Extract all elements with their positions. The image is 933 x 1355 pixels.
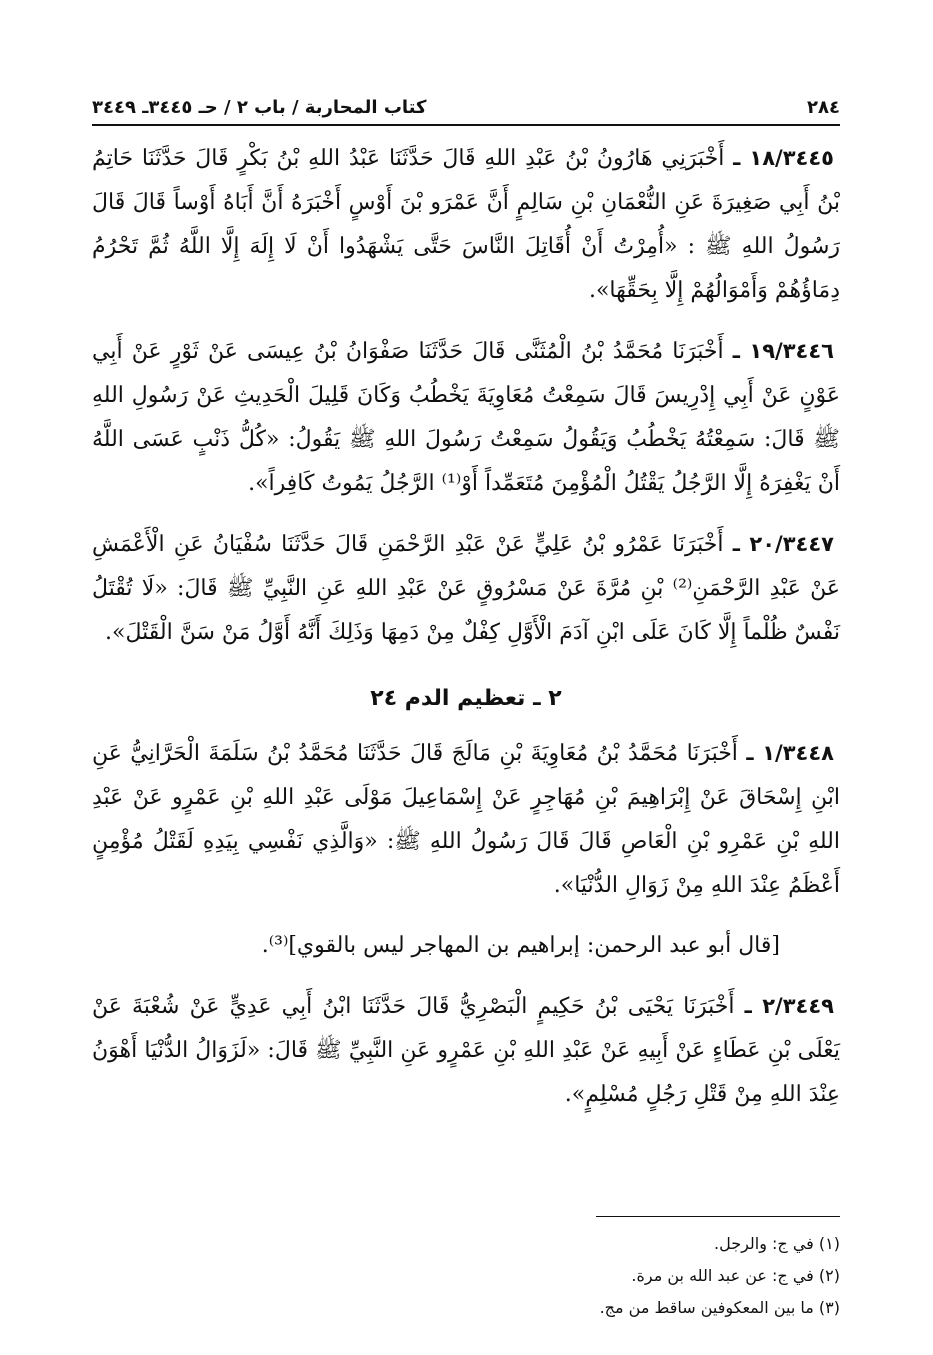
page-number: ٢٨٤: [807, 97, 840, 118]
running-title: كتاب المحاربة / باب ٢ / حـ ٣٤٤٥ـ ٣٤٤٩: [92, 97, 427, 118]
hadith-text: أَخْبَرَنَا عَمْرُو بْنُ عَلِيٍّ عَنْ عَبْدِ الرَّحْمَنِ قَالَ حَدَّثَنَا سُفْيَانُ عَنِ الْأَعْمَشِ عَنْ عَبْدِ الرَّحْمَنِ⁽²⁾ بْنِ مُرَّةَ عَنْ مَسْرُوقٍ عَنْ عَبْدِ اللهِ عَنِ النَّبِيِّ ﷺ قَالَ: «لَا تُقْتَلُ نَفْسٌ ظُلْماً إِلَّا كَانَ عَلَى ابْنِ آدَمَ الْأَوَّلِ كِفْلٌ مِنْ دَمِهَا وَذَلِكَ أَنَّهُ أَوَّلُ مَنْ سَنَّ الْقَتْلَ».: [92, 532, 840, 645]
hadith-3448: [92, 731, 840, 908]
hadith-number: ١٩/٣٤٤٦ ـ: [732, 339, 834, 363]
editor-note: [قال أبو عبد الرحمن: إبراهيم بن المهاجر ليس بالقوي]⁽³⁾.: [261, 933, 780, 958]
section-heading: ٢ ـ تعظيم الدم ٢٤: [370, 686, 562, 711]
footnote-3: (٣) ما بين المعكوفين ساقط من مج.: [599, 1298, 840, 1317]
hadith-3446: [92, 329, 840, 506]
hadith-text: أَخْبَرَنَا مُحَمَّدُ بْنُ الْمُثَنَّى قَالَ حَدَّثَنَا صَفْوَانُ بْنُ عِيسَى عَنْ ثَوْرٍ عَنْ أَبِي عَوْنٍ عَنْ أَبِي إِدْرِيسَ قَالَ سَمِعْتُ مُعَاوِيَةَ يَخْطُبُ وَكَانَ قَلِيلَ الْحَدِيثِ عَنْ رَسُولِ اللهِ ﷺ قَالَ: سَمِعْتُهُ يَخْطُبُ وَيَقُولُ سَمِعْتُ رَسُولَ اللهِ ﷺ يَقُولُ: «كُلُّ ذَنْبٍ عَسَى اللَّهُ أَنْ يَغْفِرَهُ إِلَّا الرَّجُلُ يَقْتُلُ الْمُؤْمِنَ مُتَعَمِّداً أَوْ⁽¹⁾ الرَّجُلُ يَمُوتُ كَافِراً».: [92, 339, 840, 496]
footnote-divider: [596, 1216, 840, 1217]
footnote-2: (٢) في ج: عن عبد الله بن مرة.: [631, 1266, 840, 1285]
hadith-text: أَخْبَرَنِي هَارُونُ بْنُ عَبْدِ اللهِ قَالَ حَدَّثَنَا عَبْدُ اللهِ بْنُ بَكْرٍ قَالَ حَدَّثَنَا حَاتِمُ بْنُ أَبِي صَغِيرَةَ عَنِ النُّعْمَانِ بْنِ سَالِمٍ أَنَّ عَمْرَو بْنَ أَوْسٍ أَخْبَرَهُ أَنَّ أَبَاهُ أَوْساً قَالَ قَالَ رَسُولُ اللهِ ﷺ : «أُمِرْتُ أَنْ أُقَاتِلَ النَّاسَ حَتَّى يَشْهَدُوا أَنْ لَا إِلَهَ إِلَّا اللَّهُ ثُمَّ تَحْرُمُ دِمَاؤُهُمْ وَأَمْوَالُهُمْ إِلَّا بِحَقِّهَا».: [92, 146, 840, 303]
running-header: [92, 88, 840, 118]
hadith-text: أَخْبَرَنَا يَحْيَى بْنُ حَكِيمٍ الْبَصْرِيُّ قَالَ حَدَّثَنَا ابْنُ أَبِي عَدِيٍّ عَنْ شُعْبَةَ عَنْ يَعْلَى بْنِ عَطَاءٍ عَنْ أَبِيهِ عَنْ عَبْدِ اللهِ بْنِ عَمْرٍو عَنِ النَّبِيِّ ﷺ قَالَ: «لَزَوَالُ الدُّنْيَا أَهْوَنُ عِنْدَ اللهِ مِنْ قَتْلِ رَجُلٍ مُسْلِمٍ».: [92, 994, 840, 1107]
hadith-number: ٢٠/٣٤٤٧ ـ: [732, 532, 834, 556]
hadith-text: أَخْبَرَنَا مُحَمَّدُ بْنُ مُعَاوِيَةَ بْنِ مَالَجَ قَالَ حَدَّثَنَا مُحَمَّدُ بْنُ سَلَمَةَ الْحَرَّانِيُّ عَنِ ابْنِ إِسْحَاقَ عَنْ إِبْرَاهِيمَ بْنِ مُهَاجِرٍ عَنْ إِسْمَاعِيلَ مَوْلَى عَبْدِ اللهِ بْنِ عَمْرٍو عَنْ عَبْدِ اللهِ بْنِ عَمْرِو بْنِ الْعَاصِ قَالَ قَالَ رَسُولُ اللهِ ﷺ: «وَالَّذِي نَفْسِي بِيَدِهِ لَقَتْلُ مُؤْمِنٍ أَعْظَمُ عِنْدَ اللهِ مِنْ زَوَالِ الدُّنْيَا».: [92, 741, 840, 898]
hadith-3445: [92, 136, 840, 313]
hadith-3447: [92, 522, 840, 655]
hadith-3449: [92, 984, 840, 1117]
hadith-number: ١/٣٤٤٨ ـ: [746, 741, 834, 765]
main-text: [92, 136, 840, 1133]
footnote-1: (١) في ج: والرجل.: [713, 1234, 840, 1253]
footnotes: [92, 1228, 840, 1324]
hadith-number: ٢/٣٤٤٩ ـ: [744, 994, 834, 1018]
hadith-number: ١٨/٣٤٤٥ ـ: [733, 146, 834, 170]
header-divider: [92, 124, 840, 126]
